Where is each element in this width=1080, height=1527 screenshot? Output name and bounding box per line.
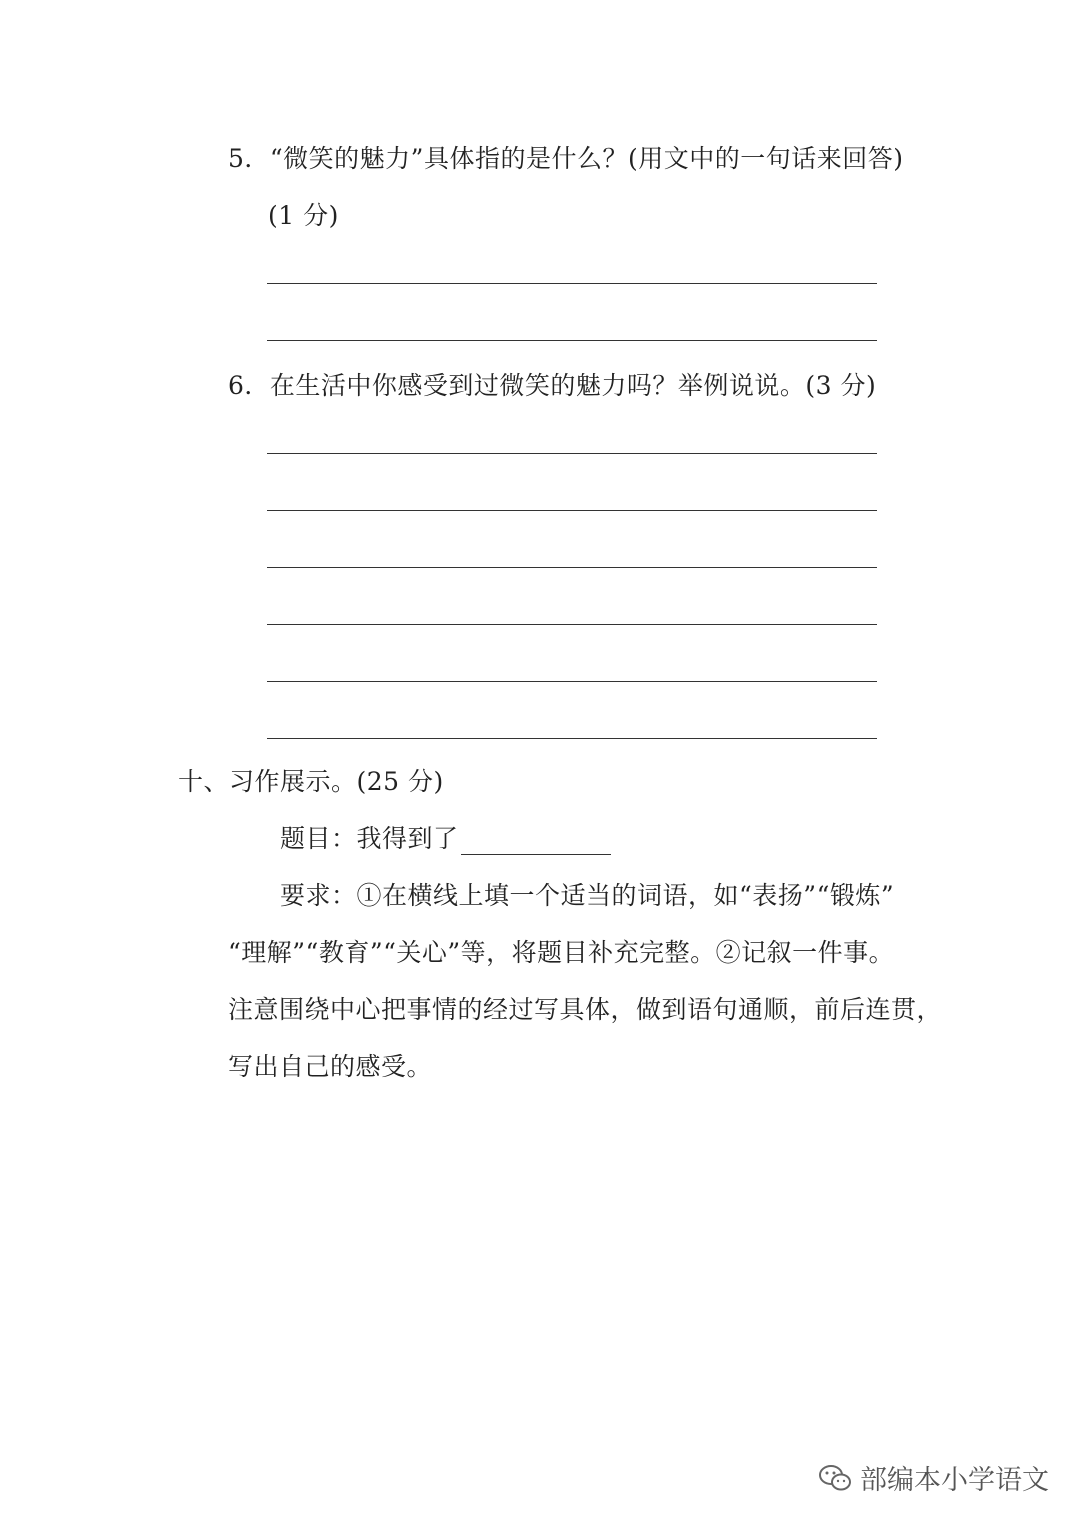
watermark-text: 部编本小学语文 bbox=[860, 1465, 1049, 1496]
q6-text: 6．在生活中你感受到过微笑的魅力吗？举例说说。(3 分) bbox=[228, 371, 877, 400]
q6-answer-line-2[interactable] bbox=[267, 510, 877, 511]
requirement-line-2: “理解”“教育”“关心”等，将题目补充完整。②记叙一件事。 bbox=[228, 938, 895, 967]
section10-heading: 十、习作展示。(25 分) bbox=[178, 767, 444, 796]
wechat-icon bbox=[818, 1464, 852, 1492]
title-label: 题目：我得到了 bbox=[280, 824, 459, 853]
q5-answer-line-2[interactable] bbox=[267, 340, 877, 341]
requirement-line-3: 注意围绕中心把事情的经过写具体，做到语句通顺，前后连贯， bbox=[228, 995, 943, 1024]
requirement-line-4: 写出自己的感受。 bbox=[228, 1052, 433, 1081]
q5-line1: 5．“微笑的魅力”具体指的是什么？(用文中的一句话来回答) bbox=[228, 144, 904, 173]
q6-answer-line-3[interactable] bbox=[267, 567, 877, 568]
watermark bbox=[818, 1458, 1049, 1497]
requirement-line-1: 要求：①在横线上填一个适当的词语，如“表扬”“锻炼” bbox=[280, 881, 895, 910]
q6-answer-line-4[interactable] bbox=[267, 624, 877, 625]
section10-title bbox=[280, 823, 611, 855]
title-blank[interactable] bbox=[461, 830, 611, 855]
q5-line2: (1 分) bbox=[268, 201, 339, 230]
q6-answer-line-1[interactable] bbox=[267, 453, 877, 454]
q5-answer-line-1[interactable] bbox=[267, 283, 877, 284]
q6-answer-line-6[interactable] bbox=[267, 738, 877, 739]
q6-answer-line-5[interactable] bbox=[267, 681, 877, 682]
